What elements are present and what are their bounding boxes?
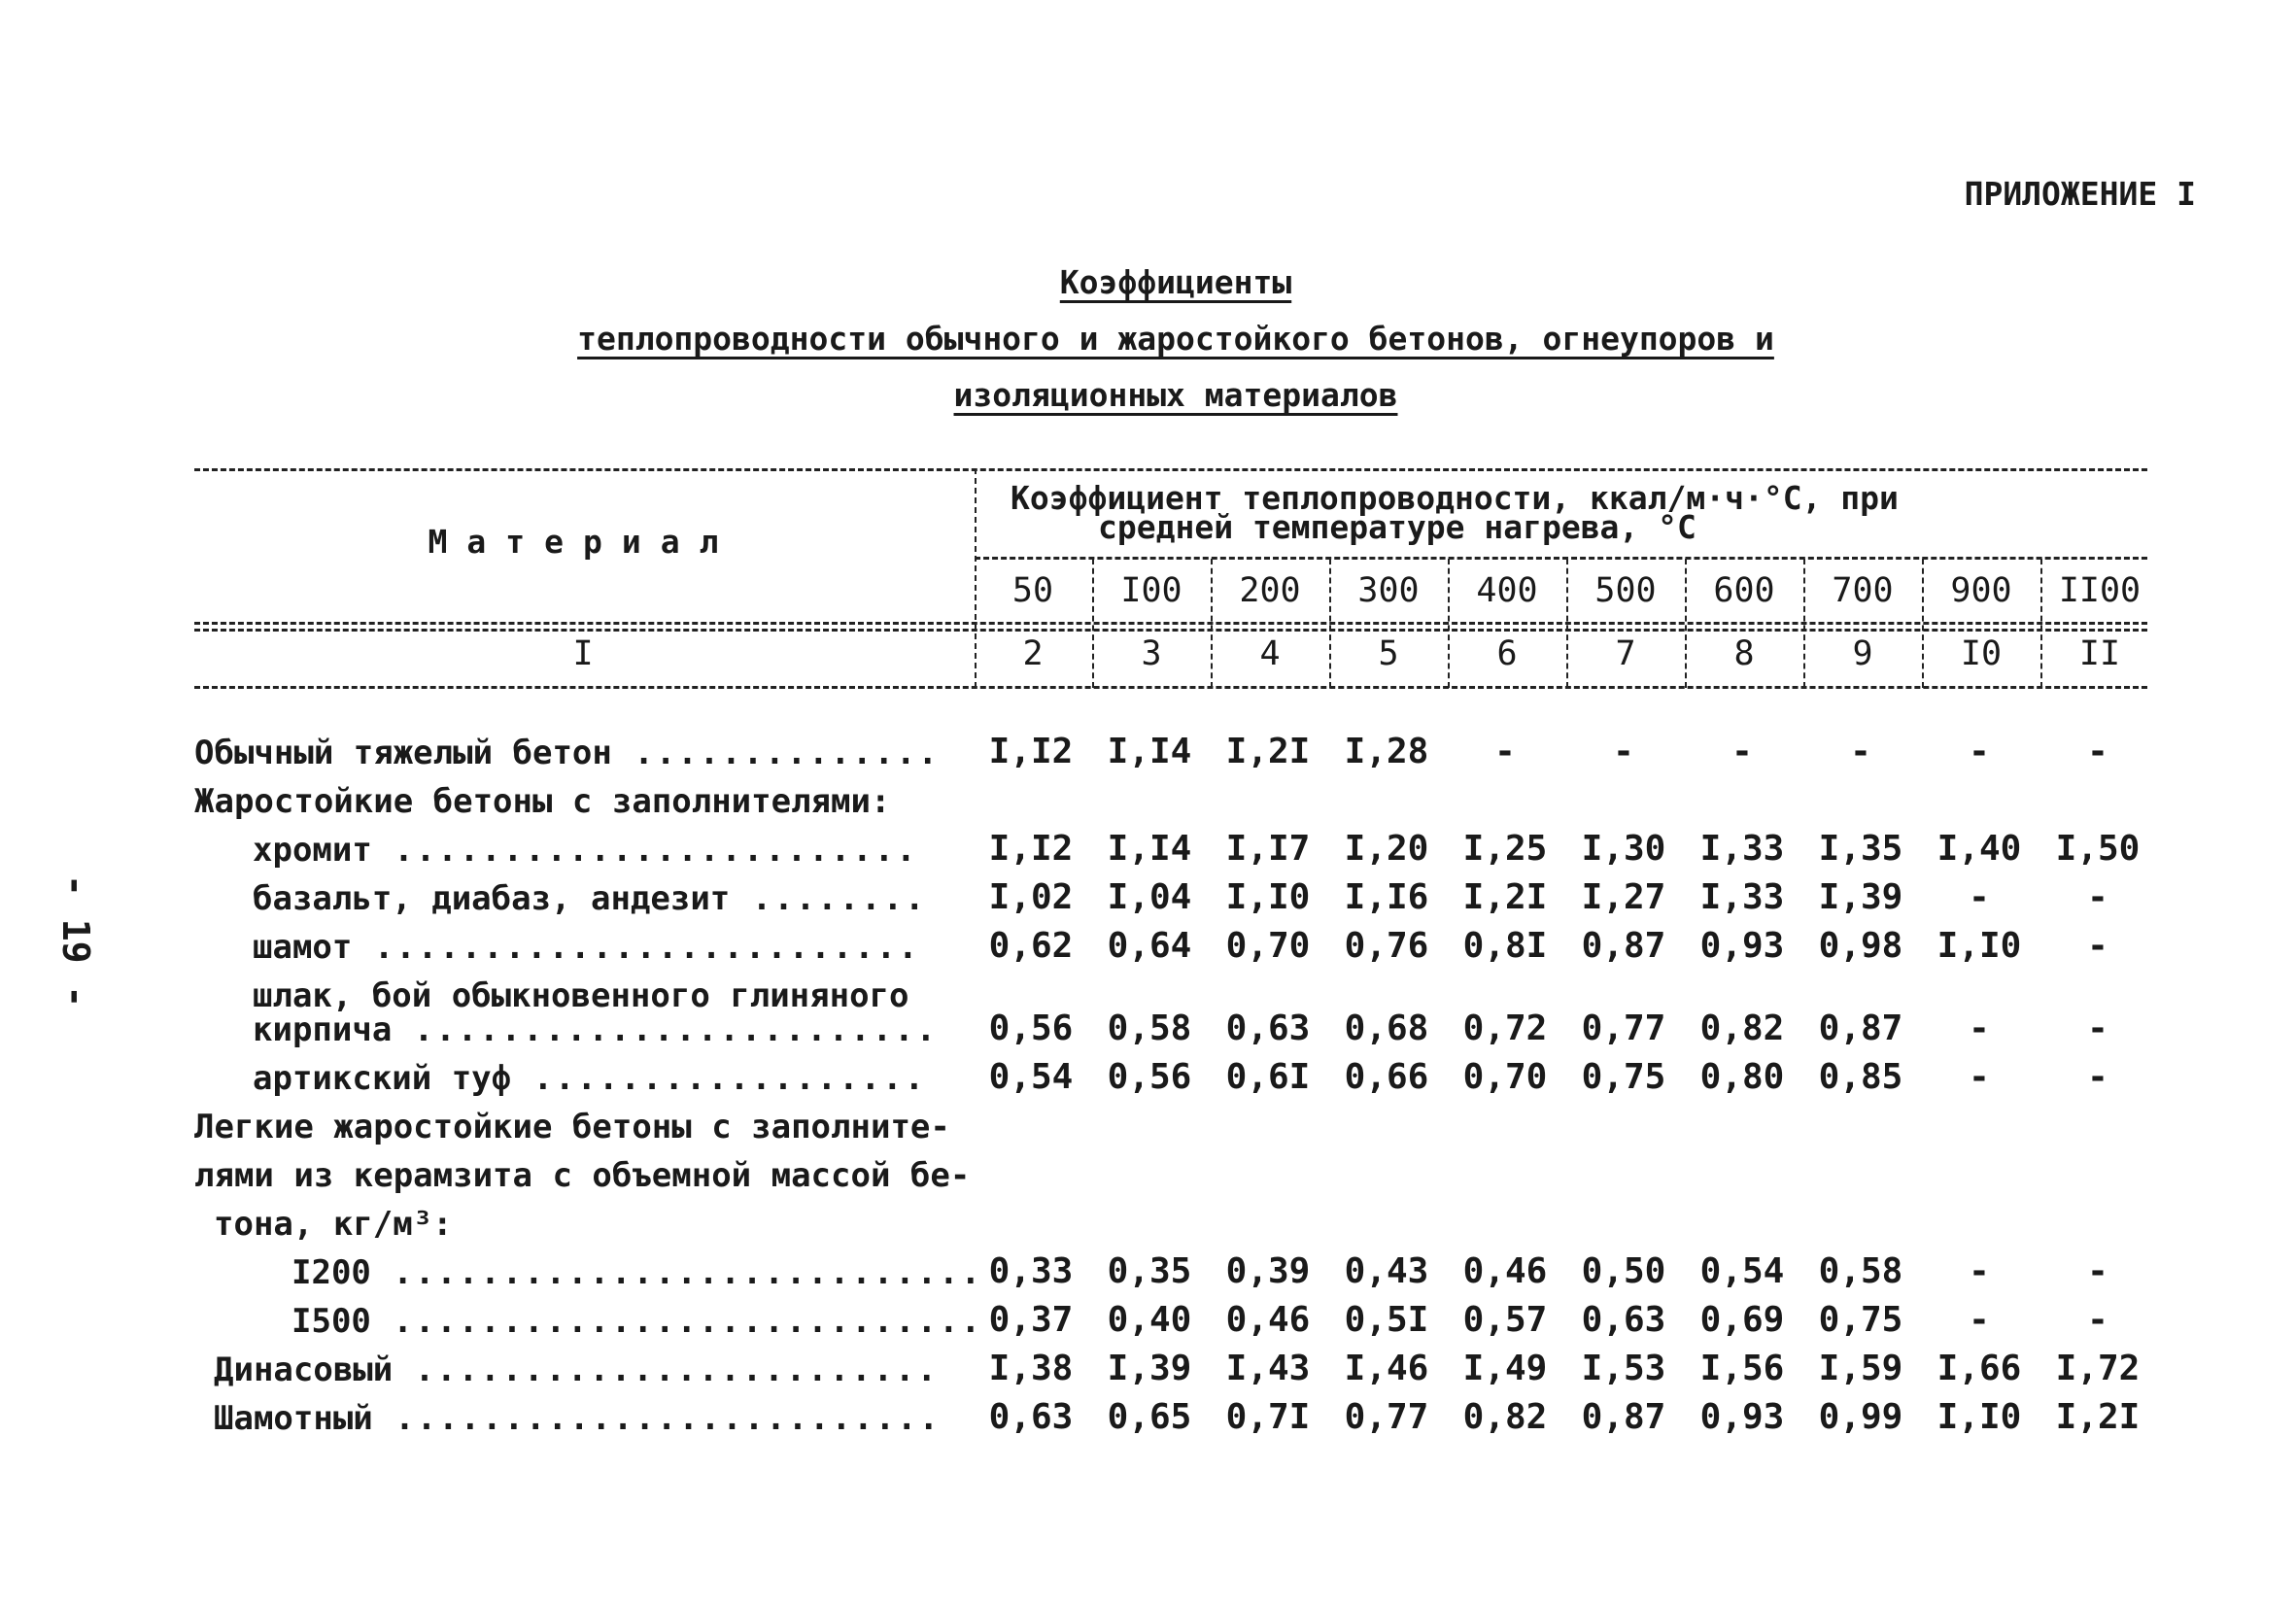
table-cell: I,33: [1699, 877, 1785, 917]
table-cell: I,25: [1462, 829, 1548, 869]
temperature-header: I00: [1120, 571, 1182, 610]
title-line-1: Коэффициенты: [1059, 263, 1292, 301]
material-header: Материал: [428, 523, 738, 561]
table-cell: -: [2087, 1300, 2108, 1340]
temperature-header: 400: [1476, 571, 1538, 610]
table-cell: -: [2087, 732, 2108, 771]
table-cell: I,I2: [988, 829, 1074, 869]
table-cell: 0,87: [1581, 926, 1666, 966]
table-cell: 0,87: [1818, 1009, 1903, 1048]
table-cell: 0,65: [1107, 1397, 1192, 1437]
table-cell: 0,77: [1581, 1009, 1666, 1048]
table-cell: -: [1969, 1251, 1990, 1291]
column-number: 4: [1259, 634, 1281, 673]
table-cell: I,2I: [1225, 732, 1311, 771]
leader-dots: ...........................: [370, 1253, 983, 1292]
column-separator: [975, 468, 977, 688]
column-number-1: I: [572, 634, 594, 673]
row-label: [214, 1205, 453, 1244]
table-cell: I,04: [1107, 877, 1192, 917]
table-cell: 0,72: [1462, 1009, 1548, 1048]
table-cell: I,I2: [988, 732, 1074, 771]
row-label: [214, 1351, 939, 1389]
table-cell: I,I4: [1107, 732, 1192, 771]
table-cell: I,33: [1699, 829, 1785, 869]
row-label: [194, 782, 890, 821]
table-cell: 0,77: [1344, 1397, 1429, 1437]
row-label-text: лями из керамзита с объемной массой бе-: [194, 1156, 971, 1195]
table-cell: I,50: [2055, 829, 2141, 869]
table-cell: 0,5I: [1344, 1300, 1429, 1340]
column-number: 3: [1141, 634, 1162, 673]
table-cell: 0,54: [1699, 1251, 1785, 1291]
table-cell: 0,46: [1225, 1300, 1311, 1340]
table-cell: I,I7: [1225, 829, 1311, 869]
table-cell: -: [1969, 1009, 1990, 1048]
row-label: [214, 1399, 941, 1438]
column-number: 9: [1852, 634, 1873, 673]
column-number: II: [2078, 634, 2121, 673]
table-cell: 0,68: [1344, 1009, 1429, 1048]
row-label-text: шамот: [253, 928, 353, 967]
table-cell: 0,85: [1818, 1057, 1903, 1097]
row-label-text: хромит: [253, 831, 372, 870]
table-cell: -: [1969, 732, 1990, 771]
table-cell: -: [1731, 732, 1753, 771]
table-cell: 0,98: [1818, 926, 1903, 966]
table-cell: 0,57: [1462, 1300, 1548, 1340]
table-cell: I,53: [1581, 1349, 1666, 1388]
table-cell: -: [1850, 732, 1871, 771]
column-separator: [1566, 559, 1568, 688]
table-cell: 0,75: [1818, 1300, 1903, 1340]
table-cell: I,35: [1818, 829, 1903, 869]
document-title: [544, 255, 1807, 424]
header-sub-rule: [975, 557, 2147, 560]
table-cell: -: [1613, 732, 1634, 771]
row-label: [253, 1059, 926, 1098]
column-number: 8: [1733, 634, 1755, 673]
table-cell: 0,43: [1344, 1251, 1429, 1291]
table-cell: -: [2087, 877, 2108, 917]
table-cell: -: [1969, 1057, 1990, 1097]
row-label: [291, 1253, 982, 1292]
table-cell: 0,82: [1699, 1009, 1785, 1048]
table-cell: I,59: [1818, 1349, 1903, 1388]
row-label-text: I500: [291, 1302, 371, 1341]
temperature-header: 300: [1357, 571, 1420, 610]
row-label: [253, 976, 909, 1015]
table-cell: 0,75: [1581, 1057, 1666, 1097]
table-cell: 0,76: [1344, 926, 1429, 966]
header-rule-1: [194, 622, 2147, 625]
table-cell: 0,37: [988, 1300, 1074, 1340]
row-label-text: I200: [291, 1253, 371, 1292]
table-cell: 0,62: [988, 926, 1074, 966]
temperature-header: 50: [1011, 571, 1054, 610]
table-cell: 0,56: [1107, 1057, 1192, 1097]
column-separator: [1685, 559, 1687, 688]
row-label: [194, 1108, 950, 1146]
table-cell: 0,46: [1462, 1251, 1548, 1291]
table-cell: 0,7I: [1225, 1397, 1311, 1437]
side-page-number: - 19 -: [54, 874, 97, 1009]
table-cell: 0,39: [1225, 1251, 1311, 1291]
temperature-header: 500: [1594, 571, 1657, 610]
column-separator: [1329, 559, 1331, 688]
table-cell: I,2I: [1462, 877, 1548, 917]
temperature-header: II00: [2058, 571, 2142, 610]
table-cell: I,I0: [1936, 926, 2022, 966]
table-cell: 0,58: [1818, 1251, 1903, 1291]
column-separator: [1448, 559, 1450, 688]
row-label: [253, 1010, 938, 1049]
table-cell: 0,50: [1581, 1251, 1666, 1291]
table-cell: I,I0: [1936, 1397, 2022, 1437]
table-cell: I,27: [1581, 877, 1666, 917]
table-cell: -: [2087, 1251, 2108, 1291]
table-cell: 0,63: [988, 1397, 1074, 1437]
table-cell: I,28: [1344, 732, 1429, 771]
temperature-header: 600: [1713, 571, 1775, 610]
header-bottom-rule: [194, 686, 2147, 689]
table-cell: I,43: [1225, 1349, 1311, 1388]
row-label-text: шлак, бой обыкновенного глиняного: [253, 976, 909, 1015]
table-cell: 0,40: [1107, 1300, 1192, 1340]
column-separator: [1092, 559, 1094, 688]
column-number: 2: [1022, 634, 1044, 673]
row-label-text: Динасовый: [214, 1351, 394, 1389]
column-number: 7: [1615, 634, 1636, 673]
table-cell: I,39: [1818, 877, 1903, 917]
table-cell: 0,93: [1699, 926, 1785, 966]
table-cell: 0,99: [1818, 1397, 1903, 1437]
table-cell: -: [2087, 1009, 2108, 1048]
table-cell: 0,69: [1699, 1300, 1785, 1340]
table-cell: 0,70: [1225, 926, 1311, 966]
row-label: [291, 1302, 982, 1341]
leader-dots: ........: [730, 879, 927, 918]
row-label: [253, 879, 927, 918]
temperature-header: 900: [1950, 571, 2012, 610]
column-separator: [1922, 559, 1924, 688]
row-label-text: артикский туф: [253, 1059, 512, 1098]
leader-dots: ...........................: [370, 1302, 983, 1341]
table-cell: I,I0: [1225, 877, 1311, 917]
table-top-rule: [194, 468, 2147, 471]
leader-dots: .........................: [352, 928, 920, 967]
table-cell: 0,66: [1344, 1057, 1429, 1097]
row-label-text: кирпича: [253, 1010, 393, 1049]
table-cell: 0,63: [1225, 1009, 1311, 1048]
row-label: [194, 1156, 970, 1195]
table-cell: I,30: [1581, 829, 1666, 869]
appendix-label: ПРИЛОЖЕНИЕ I: [1964, 175, 2196, 213]
column-number: I0: [1960, 634, 2003, 673]
conductivity-group-header: [1011, 481, 2147, 545]
table-cell: 0,80: [1699, 1057, 1785, 1097]
header-rule-2: [194, 629, 2147, 632]
row-label-text: базальт, диабаз, андезит: [253, 879, 731, 918]
leader-dots: ..................: [511, 1059, 927, 1098]
row-label: [253, 928, 920, 967]
row-label: [194, 734, 940, 772]
table-cell: I,72: [2055, 1349, 2141, 1388]
table-cell: 0,8I: [1462, 926, 1548, 966]
table-cell: I,56: [1699, 1349, 1785, 1388]
table-cell: 0,33: [988, 1251, 1074, 1291]
title-line-3: изоляционных материалов: [953, 376, 1398, 414]
table-cell: I,2I: [2055, 1397, 2141, 1437]
leader-dots: ..............: [611, 734, 940, 772]
group-header-line-2: средней температуре нагрева, °С: [1098, 508, 1696, 546]
row-label: [253, 831, 918, 870]
group-header-line-1: Коэффициент теплопроводности, ккал/м·ч·°С, при: [1011, 479, 1899, 517]
leader-dots: ........................: [371, 831, 918, 870]
column-number: 5: [1378, 634, 1399, 673]
leader-dots: ........................: [392, 1010, 939, 1049]
row-label-text: Обычный тяжелый бетон: [194, 734, 612, 772]
column-separator: [1211, 559, 1213, 688]
column-separator: [2040, 559, 2042, 688]
leader-dots: ........................: [393, 1351, 939, 1389]
temperature-header: 200: [1239, 571, 1301, 610]
table-cell: -: [2087, 926, 2108, 966]
table-cell: 0,63: [1581, 1300, 1666, 1340]
table-cell: 0,35: [1107, 1251, 1192, 1291]
table-cell: I,66: [1936, 1349, 2022, 1388]
temperature-header: 700: [1832, 571, 1894, 610]
table-cell: 0,70: [1462, 1057, 1548, 1097]
table-cell: 0,6I: [1225, 1057, 1311, 1097]
table-cell: I,40: [1936, 829, 2022, 869]
row-label-text: Легкие жаростойкие бетоны с заполните-: [194, 1108, 950, 1146]
column-number: 6: [1496, 634, 1518, 673]
table-cell: 0,64: [1107, 926, 1192, 966]
row-label-text: Шамотный: [214, 1399, 373, 1438]
table-cell: I,02: [988, 877, 1074, 917]
table-cell: 0,58: [1107, 1009, 1192, 1048]
leader-dots: .........................: [372, 1399, 941, 1438]
table-cell: I,38: [988, 1349, 1074, 1388]
table-cell: 0,87: [1581, 1397, 1666, 1437]
table-cell: 0,56: [988, 1009, 1074, 1048]
table-cell: 0,82: [1462, 1397, 1548, 1437]
table-cell: -: [2087, 1057, 2108, 1097]
table-cell: I,20: [1344, 829, 1429, 869]
table-cell: -: [1969, 1300, 1990, 1340]
table-cell: -: [1969, 877, 1990, 917]
table-cell: I,I4: [1107, 829, 1192, 869]
table-cell: 0,54: [988, 1057, 1074, 1097]
table-cell: I,46: [1344, 1349, 1429, 1388]
row-label-text: тона, кг/м³:: [214, 1205, 453, 1244]
row-label-text: Жаростойкие бетоны с заполнителями:: [194, 782, 891, 821]
table-cell: I,I6: [1344, 877, 1429, 917]
table-cell: I,49: [1462, 1349, 1548, 1388]
table-cell: -: [1494, 732, 1516, 771]
table-cell: I,39: [1107, 1349, 1192, 1388]
column-separator: [1803, 559, 1805, 688]
table-cell: 0,93: [1699, 1397, 1785, 1437]
title-line-2: теплопроводности обычного и жаростойкого бетонов, огнеупоров и: [577, 320, 1774, 358]
